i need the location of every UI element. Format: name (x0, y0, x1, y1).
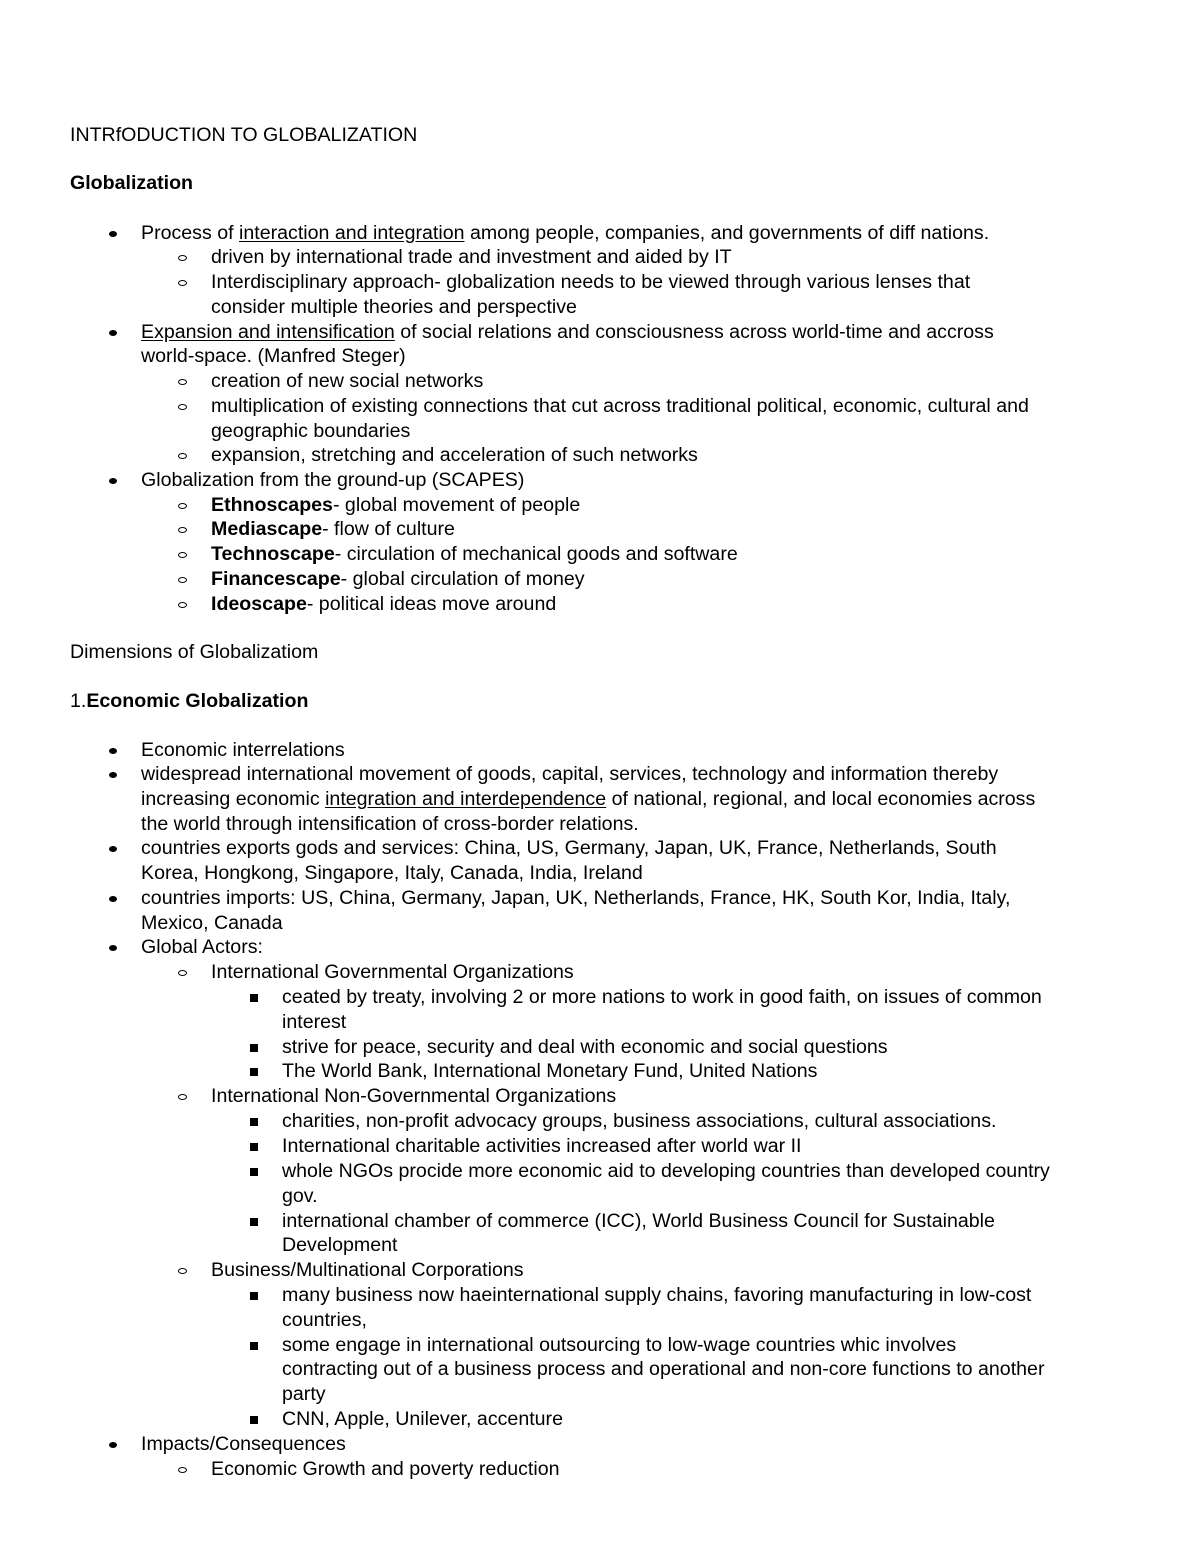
scape-term: Mediascape (211, 518, 323, 540)
sub-bullet-text: geographic boundaries (211, 420, 411, 442)
bullet-circle-icon (178, 1094, 187, 1100)
bullet-square-icon (250, 1068, 258, 1076)
bullet-circle-icon (178, 280, 187, 286)
bullet-text: among people, companies, and governments of diff nations. (464, 222, 990, 244)
sub-sub-bullet-text: many business now haeinternational supply chains, favoring manufacturing in low-cost (282, 1284, 1032, 1306)
bullet-text: world-space. (Manfred Steger) (141, 345, 406, 367)
scape-item (211, 567, 585, 592)
sub-sub-bullet-text: gov. (282, 1185, 318, 1207)
bullet-text: Globalization from the ground-up (SCAPES) (141, 469, 525, 491)
sub-sub-bullet-text: countries, (282, 1309, 367, 1331)
sub-bullet-text: consider multiple theories and perspective (211, 296, 577, 318)
sub-bullet-text: Economic Growth and poverty reduction (211, 1458, 560, 1480)
scape-item (211, 592, 556, 617)
sub-bullet-text: International Governmental Organizations (211, 961, 574, 983)
bullet-text: Mexico, Canada (141, 912, 283, 934)
bullet-circle-icon (178, 527, 187, 533)
bullet-text: the world through intensification of cross-border relations. (141, 813, 639, 835)
bullet-circle-icon (178, 1268, 187, 1274)
section-heading-dimensions: Dimensions of Globalizatiom (70, 641, 319, 663)
sub-sub-bullet-text: charities, non-profit advocacy groups, business associations, cultural associations. (282, 1110, 997, 1132)
bullet-circle-icon (178, 255, 187, 261)
sub-sub-bullet-text: ceated by treaty, involving 2 or more nations to work in good faith, on issues of common (282, 986, 1042, 1008)
sub-bullet-text: International Non-Governmental Organizations (211, 1085, 617, 1107)
bullet-circle-icon (178, 503, 187, 509)
underlined-text: integration and interdependence (325, 788, 607, 810)
sub-bullet-text: creation of new social networks (211, 370, 484, 392)
bullet-integration (141, 787, 1035, 812)
sub-bullet-text: expansion, stretching and acceleration of such networks (211, 444, 698, 466)
scape-desc: - political ideas move around (306, 593, 557, 615)
bullet-circle-icon (178, 1467, 187, 1473)
bullet-text: Process of (141, 222, 240, 244)
bullet-square-icon (250, 1168, 258, 1176)
bullet-dot-icon (109, 772, 117, 778)
scape-term: Ethnoscapes (211, 494, 333, 516)
bullet-circle-icon (178, 970, 187, 976)
bullet-dot-icon (109, 1442, 117, 1448)
sub-bullet-text: Interdisciplinary approach- globalization needs to be viewed through various lenses that (211, 271, 971, 293)
scape-term: Ideoscape (211, 593, 307, 615)
bullet-expansion (141, 320, 994, 345)
sub-sub-bullet-text: some engage in international outsourcing to low-wage countries whic involves (282, 1334, 957, 1356)
bullet-square-icon (250, 1342, 258, 1350)
scape-item (211, 493, 580, 518)
bullet-text: of social relations and consciousness across world-time and accross (394, 321, 994, 343)
section-number: 1. (70, 690, 87, 712)
bullet-dot-icon (109, 846, 117, 852)
scape-desc: - circulation of mechanical goods and software (334, 543, 738, 565)
bullet-circle-icon (178, 577, 187, 583)
bullet-text: of national, regional, and local economies across (606, 788, 1036, 810)
sub-sub-bullet-text: International charitable activities increased after world war II (282, 1135, 802, 1157)
scape-desc: - global movement of people (332, 494, 581, 516)
bullet-text: Korea, Hongkong, Singapore, Italy, Canada, India, Ireland (141, 862, 643, 884)
bullet-square-icon (250, 1044, 258, 1052)
bullet-square-icon (250, 1292, 258, 1300)
sub-sub-bullet-text: Development (282, 1234, 398, 1256)
bullet-circle-icon (178, 404, 187, 410)
bullet-dot-icon (109, 945, 117, 951)
document-title: INTRfODUCTION TO GLOBALIZATION (70, 124, 418, 146)
bullet-square-icon (250, 1416, 258, 1424)
sub-sub-bullet-text: international chamber of commerce (ICC), World Business Council for Sustainable (282, 1210, 995, 1232)
bullet-dot-icon (109, 896, 117, 902)
bullet-text: Global Actors: (141, 936, 263, 958)
bullet-text: Impacts/Consequences (141, 1433, 346, 1455)
bullet-circle-icon (178, 453, 187, 459)
scape-item (211, 542, 738, 567)
sub-sub-bullet-text: The World Bank, International Monetary Fund, United Nations (282, 1060, 818, 1082)
bullet-square-icon (250, 994, 258, 1002)
scape-item (211, 517, 455, 542)
underlined-text: interaction and integration (239, 222, 465, 244)
bullet-dot-icon (109, 330, 117, 336)
sub-sub-bullet-text: contracting out of a business process and operational and non-core functions to another (282, 1358, 1045, 1380)
bullet-circle-icon (178, 379, 187, 385)
bullet-process (141, 221, 989, 246)
sub-bullet-text: Business/Multinational Corporations (211, 1259, 524, 1281)
section-heading-globalization: Globalization (70, 172, 194, 194)
bullet-dot-icon (109, 231, 117, 237)
bullet-text: countries imports: US, China, Germany, Japan, UK, Netherlands, France, HK, South Kor, India, Italy, (141, 887, 1011, 909)
bullet-square-icon (250, 1118, 258, 1126)
sub-sub-bullet-text: CNN, Apple, Unilever, accenture (282, 1408, 563, 1430)
sub-sub-bullet-text: strive for peace, security and deal with economic and social questions (282, 1036, 888, 1058)
bullet-dot-icon (109, 478, 117, 484)
subsection-heading-economic (70, 689, 308, 714)
bullet-dot-icon (109, 748, 117, 754)
bullet-circle-icon (178, 602, 187, 608)
section-title: Economic Globalization (86, 690, 309, 712)
scape-term: Financescape (211, 568, 341, 590)
bullet-square-icon (250, 1218, 258, 1226)
sub-sub-bullet-text: interest (282, 1011, 347, 1033)
scape-desc: - global circulation of money (340, 568, 585, 590)
sub-bullet-text: multiplication of existing connections that cut across traditional political, economic, cultural and (211, 395, 1029, 417)
underlined-text: Expansion and intensification (141, 321, 395, 343)
bullet-circle-icon (178, 552, 187, 558)
scape-desc: - flow of culture (322, 518, 455, 540)
bullet-text: countries exports gods and services: China, US, Germany, Japan, UK, France, Netherlands, South (141, 837, 997, 859)
bullet-text: Economic interrelations (141, 739, 345, 761)
sub-sub-bullet-text: whole NGOs procide more economic aid to developing countries than developed country (282, 1160, 1050, 1182)
bullet-text: widespread international movement of goods, capital, services, technology and information thereby (141, 763, 999, 785)
sub-bullet-text: driven by international trade and investment and aided by IT (211, 246, 732, 268)
sub-sub-bullet-text: party (282, 1383, 326, 1405)
bullet-text: increasing economic (141, 788, 326, 810)
bullet-square-icon (250, 1143, 258, 1151)
scape-term: Technoscape (211, 543, 335, 565)
